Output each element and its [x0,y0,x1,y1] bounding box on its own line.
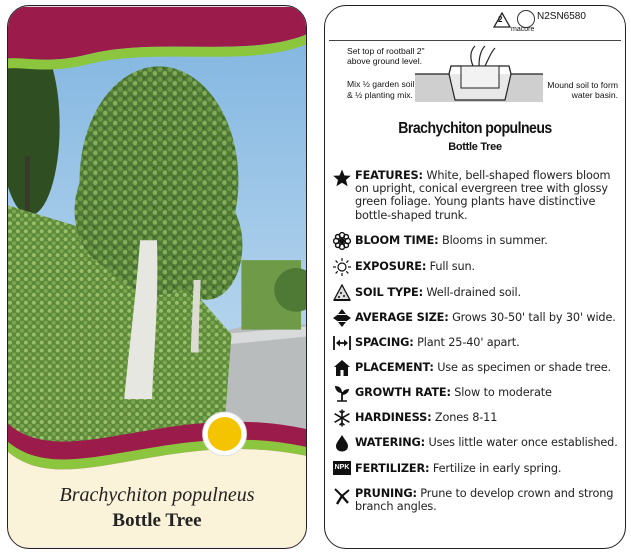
row-soil-type: SOIL TYPE: Well-drained soil. [355,286,521,299]
row-bloom-time: BLOOM TIME: Blooms in summer. [355,234,548,247]
sku-code: N2SN6580 [537,11,586,22]
snowflake-icon [333,409,351,427]
planting-diagram [409,44,549,104]
back-common-name: Bottle Tree [448,141,502,153]
star-icon [333,169,351,187]
back-card [324,5,626,549]
spacing-arrows-icon [333,334,351,352]
water-drop-icon [333,434,351,452]
row-watering: WATERING: Uses little water once established. [355,436,618,449]
size-arrows-icon [333,309,351,327]
recycle-code: 2 [498,15,503,24]
row-growth-rate: GROWTH RATE: Slow to moderate [355,386,552,399]
brand-name: macore [511,26,535,33]
planting-note-right-2: water basin. [571,90,618,100]
row-pruning: PRUNING: Prune to develop crown and strong branch angles. [355,487,614,514]
npk-icon: NPK [333,461,351,475]
sun-outline-icon [333,258,351,276]
soil-icon [333,284,351,302]
plant-photo [8,6,306,548]
row-placement: PLACEMENT: Use as specimen or shade tree. [355,361,611,374]
full-sun-icon [208,417,242,451]
house-icon [333,359,351,377]
row-spacing: SPACING: Plant 25-40' apart. [355,336,520,349]
header-divider [329,40,621,41]
pruners-icon [333,487,351,505]
row-fertilizer: FERTILIZER: Fertilize in early spring. [355,462,562,475]
planting-note-right-1: Mound soil to form [547,80,618,90]
sprout-icon [333,384,351,402]
front-card [7,5,307,549]
back-latin-name: Brachychiton populneus [398,120,552,137]
row-features: FEATURES: White, bell-shaped flowers bloom on upright, conical evergreen tree with glossy green foliage. Young plants have distinctive bottle-shaped trunk. [355,169,611,222]
row-exposure: EXPOSURE: Full sun. [355,260,475,273]
front-latin-name: Brachychiton populneus [59,484,255,506]
planting-note-left-1: Mix ½ garden soil [347,79,415,89]
planting-note-top-1: Set top of rootball 2" [347,46,425,56]
flower-icon [333,232,351,250]
row-average-size: AVERAGE SIZE: Grows 30-50' tall by 30' wide. [355,311,616,324]
front-common-name: Bottle Tree [112,510,202,531]
planting-note-top-2: above ground level. [347,56,423,66]
row-hardiness: HARDINESS: Zones 8-11 [355,411,498,424]
planting-note-left-2: & ½ planting mix. [347,90,413,100]
